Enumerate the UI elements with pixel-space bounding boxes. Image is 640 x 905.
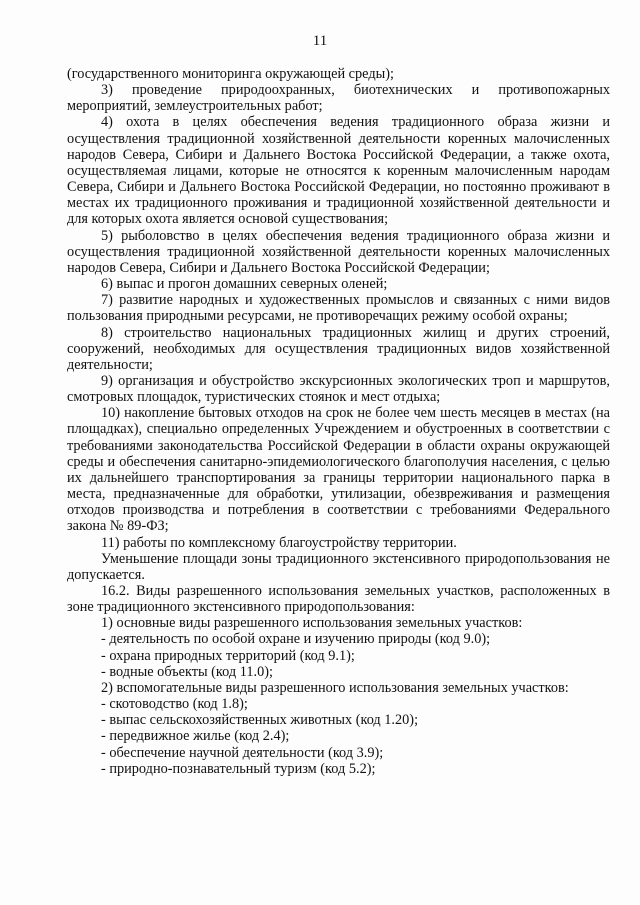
paragraph-item-5: 5) рыболовство в целях обеспечения ведения традиционного образа жизни и осуществления традиционной хозяйственной деятельности коренных малочисленных народов Севера, Сибири и Дальнего Востока Российской Федерации; — [67, 227, 610, 276]
paragraph-item-9: 9) организация и обустройство экскурсионных экологических троп и маршрутов, смотровых площадок, туристических стоянок и мест отдыха; — [67, 372, 610, 406]
paragraph-item-11: 11) работы по комплексному благоустройству территории. — [101, 534, 457, 551]
list-item-auxiliary-use: - выпас сельскохозяйственных животных (код 1.20); — [101, 712, 419, 729]
paragraph-item-7: 7) развитие народных и художественных промыслов и связанных с ними видов пользования природными ресурсами, не противоречащих режиму особой охраны; — [67, 292, 610, 325]
list-item-auxiliary-use: - природно-познавательный туризм (код 5.2); — [101, 760, 376, 777]
list-item-auxiliary-use: - передвижное жилье (код 2.4); — [101, 728, 290, 745]
list-item-main-use: - водные объекты (код 11.0); — [101, 663, 273, 680]
paragraph-monitoring-continuation: (государственного мониторинга окружающей среды); — [67, 66, 394, 82]
paragraph-item-6: 6) выпас и прогон домашних северных оленей; — [101, 276, 388, 293]
list-item-auxiliary-use: - скотоводство (код 1.8); — [101, 696, 248, 713]
list-item-main-use: - охрана природных территорий (код 9.1); — [101, 647, 355, 664]
page-number: 11 — [312, 33, 328, 49]
paragraph-section-16-2: 16.2. Виды разрешенного использования земельных участков, расположенных в зоне традиционного экстенсивного природопользования: — [67, 583, 610, 616]
paragraph-auxiliary-uses-heading: 2) вспомогательные виды разрешенного использования земельных участков: — [101, 679, 569, 696]
paragraph-item-4: 4) охота в целях обеспечения ведения традиционного образа жизни и осуществления традиционной хозяйственной деятельности коренных малочисленных народов Севера, Сибири и Дальнего Востока Российской Федерации, а также охота, осуществляемая лицами, которые не относятся к коренным малочисленным народам Севера, Сибири и Дальнего Востока Российской Федерации, но постоянно проживают в местах их традиционного проживания и традиционной хозяйственной деятельности и для которых охота является основой существования; — [67, 114, 610, 228]
paragraph-item-3: 3) проведение природоохранных, биотехнических и противопожарных мероприятий, землеустроительных работ; — [67, 82, 610, 115]
paragraph-main-uses-heading: 1) основные виды разрешенного использования земельных участков: — [101, 615, 523, 632]
paragraph-item-10: 10) накопление бытовых отходов на срок не более чем шесть месяцев в местах (на площадках), специально определенных Учреждением и обустроенных в соответствии с требованиями законодательства Российской Федерации в области охраны окружающей среды и обеспечения санитарно-эпидемиологического благополучия населения, с целью их дальнейшего транспортирования за границы территории национального парка в места, предназначенные для обработки, утилизации, обезвреживания и размещения отходов производства и потребления в соответствии с требованиями Федерального закона № 89-ФЗ; — [67, 405, 610, 535]
list-item-main-use: - деятельность по особой охране и изучению природы (код 9.0); — [101, 631, 491, 648]
list-item-auxiliary-use: - обеспечение научной деятельности (код 3.9); — [101, 744, 384, 761]
paragraph-area-reduction: Уменьшение площади зоны традиционного экстенсивного природопользования не допускается. — [67, 550, 610, 583]
paragraph-item-8: 8) строительство национальных традиционных жилищ и других строений, сооружений, необходимых для осуществления традиционных видов хозяйственной деятельности; — [67, 324, 610, 373]
document-body — [67, 66, 610, 777]
